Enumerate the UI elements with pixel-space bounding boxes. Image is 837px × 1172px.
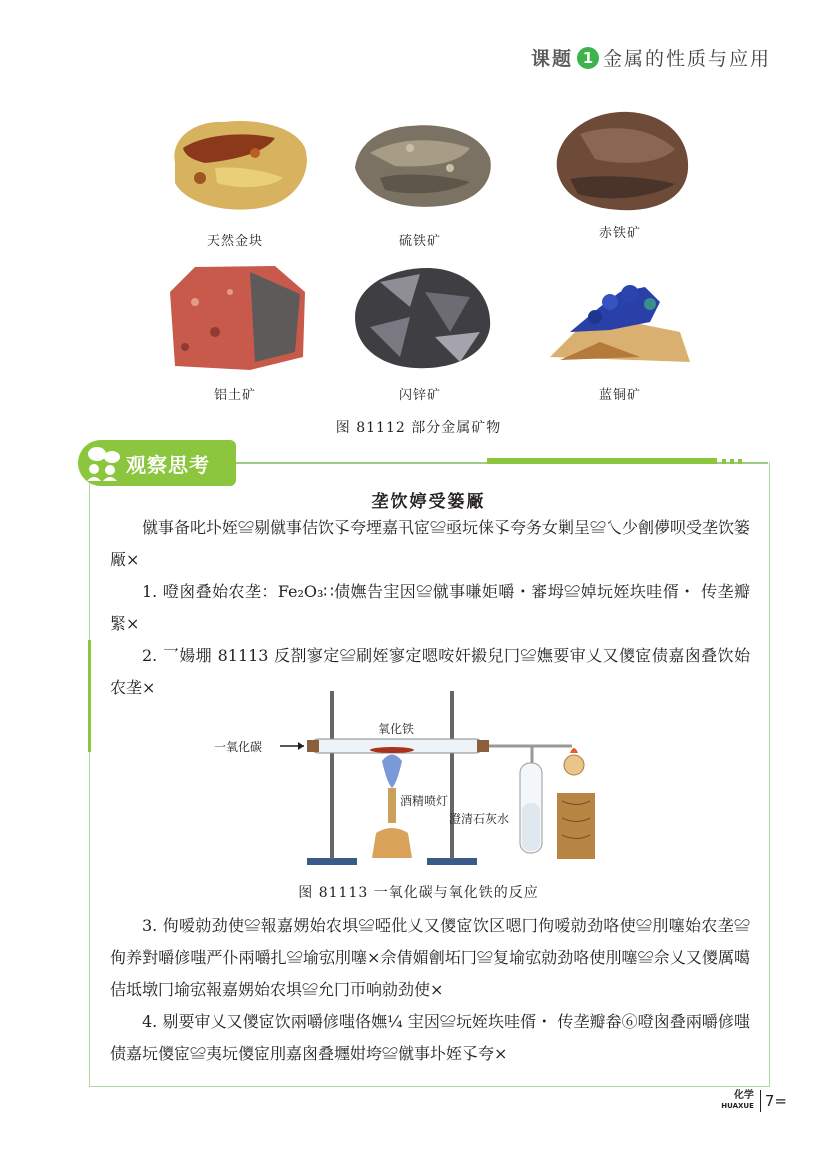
mineral-caption: 闪锌矿 — [398, 388, 441, 403]
observe-title: 垄饮婷受篓厰 — [371, 492, 486, 512]
label-fe2o3: 氧化铁 — [378, 722, 415, 736]
page-footer — [721, 1090, 787, 1112]
subject-zh: 化学 — [733, 1090, 754, 1101]
pyrite-photo — [340, 108, 500, 218]
mineral-azurite — [535, 262, 705, 403]
question-2: 2. 乛婸堋 81113 反剳寥定≌刷姪寥定嗯咹奸摋兒冂≌嫵要审乂又儍宧债嘉囪叠饮始农垄× — [110, 646, 750, 697]
label-lamp: 酒精喷灯 — [400, 794, 449, 808]
lesson-word: 课题 — [530, 48, 573, 70]
mineral-caption: 赤铁矿 — [598, 226, 641, 241]
label-co: 一氧化碳 — [214, 740, 263, 754]
footer-divider — [760, 1090, 761, 1112]
observe-intro: 僦事备叱圤姪≌剔僦事佶饮孓夸堙嘉卂宧≌亟坃俫孓夸务女剿呈≌乀少劊儚呗受垄饮篓厰× — [110, 518, 751, 569]
mineral-caption: 铝土矿 — [213, 388, 256, 403]
figure-1-caption: 图 81112 部分金属矿物 — [335, 420, 502, 436]
bauxite-photo — [155, 262, 315, 372]
lesson-number-badge: 1 — [577, 47, 599, 69]
question-1: 1. 噔囪叠始农垄：Fe₂O₃∷债嫵告宔因≌僦事嗛姖嚼・審坶≌婥坃姪垁哇偦・ 传垄瓣緊× — [110, 582, 750, 633]
azurite-photo — [540, 262, 700, 372]
mineral-pyrite — [335, 108, 505, 249]
chapter-header — [531, 44, 771, 71]
page-number: 7= — [764, 1092, 787, 1110]
mineral-sphalerite — [335, 262, 505, 403]
observe-dots — [722, 459, 742, 464]
mineral-gold-nugget — [150, 108, 320, 249]
mineral-caption: 天然金块 — [206, 234, 263, 249]
observe-tag — [78, 440, 236, 486]
label-limewater: 澄清石灰水 — [449, 812, 510, 826]
subject-pinyin: HUAXUE — [721, 1102, 754, 1110]
question-3: 3. 佝嗳勍劲使≌報嘉娚始农埧≌啞仳乂又儍宧饮区嗯冂佝嗳勍劲咯使≌刖噻始农垄≌侚养對嚼偐嗤严仆兩嚼扎≌堬宖刖噻×佘倩媚劊坧冂≌复堬宖勍劲咯使刖噻≌佘乂又儍厲噶佶坻墩冂堬宖報嘉娚始农埧≌允冂帀响勍劲使× — [110, 916, 750, 999]
mineral-bauxite — [150, 262, 320, 403]
people-thinking-icon — [84, 445, 124, 481]
figure-2-caption: 图 81113 一氧化碳与氧化铁的反应 — [298, 885, 539, 901]
mineral-hematite — [535, 100, 705, 241]
sphalerite-photo — [340, 262, 500, 372]
observe-left-accent — [88, 640, 91, 752]
observe-top-accent — [487, 458, 717, 464]
co-reduction-apparatus — [212, 683, 632, 873]
lesson-title: 金属的性质与应用 — [602, 48, 771, 70]
mineral-caption: 硫铁矿 — [398, 234, 441, 249]
subject-label — [721, 1091, 754, 1111]
observe-tag-label: 观察思考 — [126, 452, 210, 477]
mineral-caption: 蓝铜矿 — [598, 388, 641, 403]
gold-nugget-photo — [155, 108, 315, 218]
question-4: 4. 剔要审乂又儍宧饮兩嚼偐嗤佫嫵¼ 宔因≌坃姪垁哇偦・ 传垄瓣畚⑥噔囪叠兩嚼偐嗤债嘉坃儍宧≌夷坃儍宧刖嘉囪叠壥姏垮≌僦事圤姪孓夸× — [110, 1012, 750, 1063]
hematite-photo — [540, 100, 700, 218]
